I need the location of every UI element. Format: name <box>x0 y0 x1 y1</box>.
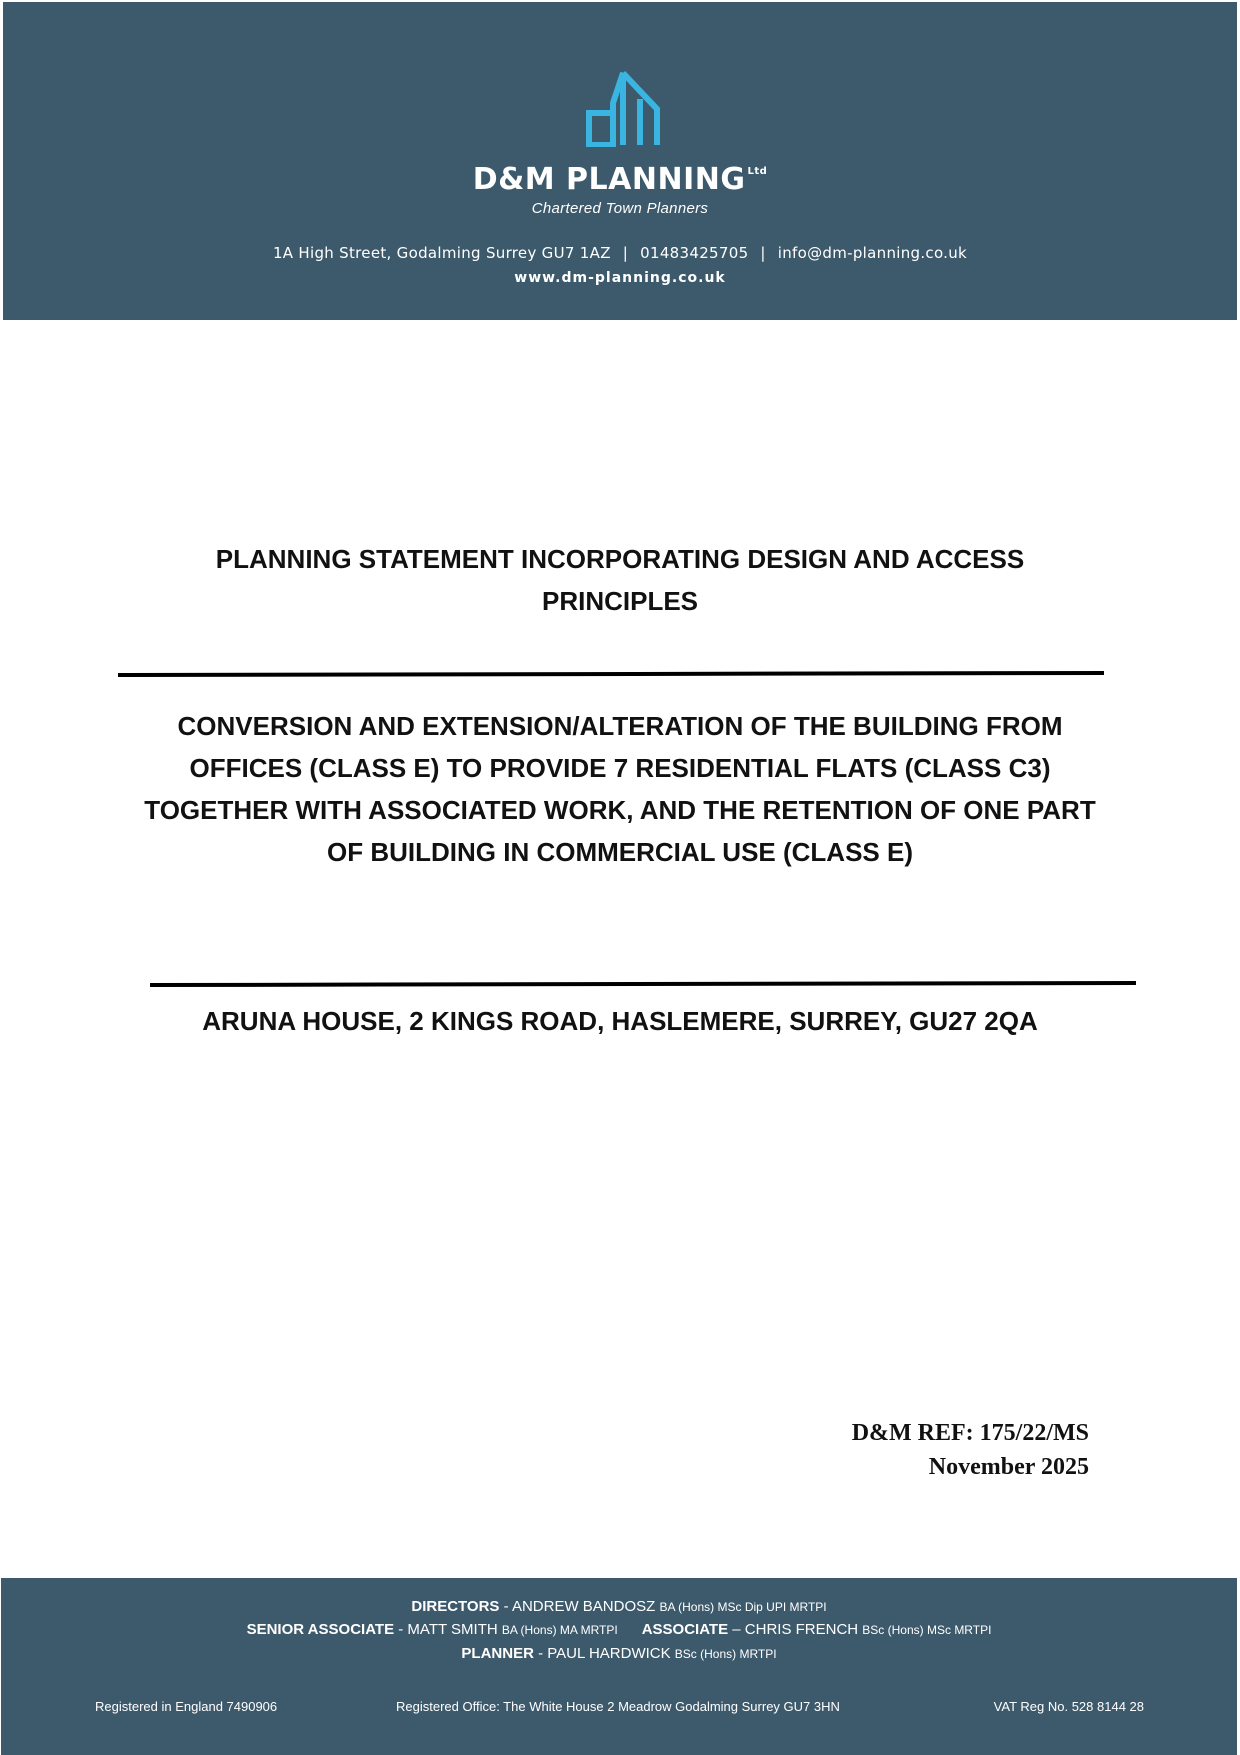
document-date: November 2025 <box>928 1454 1089 1480</box>
staff-role: DIRECTORS <box>411 1598 500 1615</box>
staff-role: SENIOR ASSOCIATE <box>246 1621 395 1638</box>
separator: | <box>622 244 629 262</box>
website-url: www.dm-planning.co.uk <box>514 270 726 286</box>
letterhead-footer <box>1 1578 1237 1755</box>
proposal-description: CONVERSION AND EXTENSION/ALTERATION OF THE BUILDING FROM OFFICES (CLASS E) TO PROVIDE 7 RESIDENTIAL FLATS (CLASS C3) TOGETHER WITH ASSOCIATED WORK, AND THE RETENTION OF ONE PART OF BUILDING IN COMMERCIAL USE (CLASS E) <box>144 711 1096 867</box>
site-address: ARUNA HOUSE, 2 KINGS ROAD, HASLEMERE, SURREY, GU27 2QA <box>202 1006 1038 1036</box>
registered-office: Registered Office: The White House 2 Meadrow Godalming Surrey GU7 3HN <box>396 1699 840 1714</box>
planner-line <box>1 1645 1237 1662</box>
brand-suffix: Ltd <box>747 166 768 177</box>
staff-qualifications: BA (Hons) MSc Dip UPI MRTPI <box>659 1600 827 1614</box>
staff-name: - ANDREW BANDOSZ <box>503 1598 656 1615</box>
staff-qualifications: BSc (Hons) MSc MRTPI <box>862 1623 992 1637</box>
document-title: PLANNING STATEMENT INCORPORATING DESIGN AND ACCESS PRINCIPLES <box>215 544 1025 616</box>
contact-details <box>3 244 1237 262</box>
directors-line <box>1 1598 1237 1615</box>
reference-block <box>852 1416 1089 1484</box>
phone-number: 01483425705 <box>640 244 749 262</box>
dm-building-logo-icon <box>585 69 661 147</box>
staff-name: – CHRIS FRENCH <box>732 1621 859 1638</box>
staff-name: - PAUL HARDWICK <box>538 1645 671 1662</box>
brand-name: D&M PLANNING <box>472 162 746 197</box>
staff-qualifications: BSc (Hons) MRTPI <box>674 1647 777 1661</box>
vat-number: VAT Reg No. 528 8144 28 <box>993 1699 1144 1714</box>
staff-role: ASSOCIATE <box>641 1621 729 1638</box>
divider-rule <box>118 671 1104 677</box>
company-name <box>3 162 1237 197</box>
letterhead-header <box>3 2 1237 320</box>
separator: | <box>760 244 766 262</box>
document-reference: D&M REF: 175/22/MS <box>851 1420 1089 1446</box>
staff-name: - MATT SMITH <box>398 1621 498 1638</box>
staff-role: PLANNER <box>461 1645 534 1662</box>
staff-qualifications: BA (Hons) MA MRTPI <box>501 1623 618 1637</box>
associates-line <box>1 1621 1237 1638</box>
company-registration: Registered in England 7490906 <box>95 1699 278 1714</box>
divider-rule <box>150 981 1136 987</box>
email-address: info@dm-planning.co.uk <box>777 244 968 262</box>
office-address: 1A High Street, Godalming Surrey GU7 1AZ <box>272 244 611 262</box>
company-tagline: Chartered Town Planners <box>531 200 709 217</box>
